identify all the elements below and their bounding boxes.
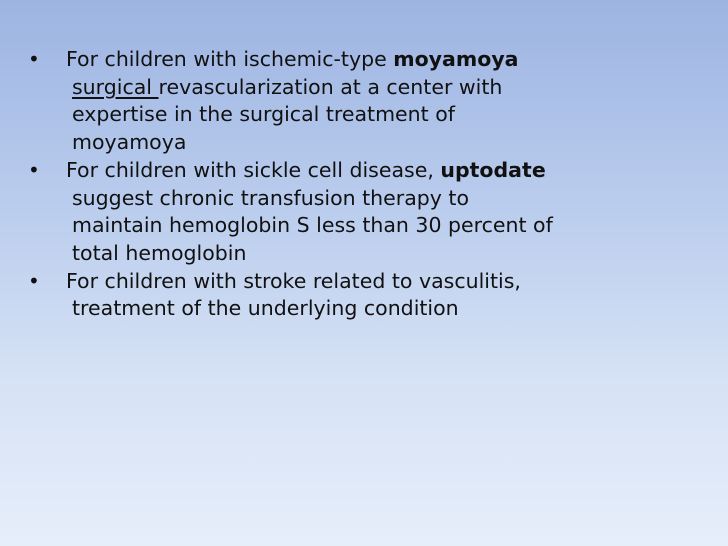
bullet-item bbox=[28, 157, 698, 268]
bullet-line bbox=[66, 157, 698, 185]
bold-term: moyamoya bbox=[393, 47, 519, 71]
bullet-line: treatment of the underlying condition bbox=[72, 296, 459, 321]
bullet-text: For children with ischemic-type bbox=[66, 47, 394, 71]
bullet-text: revascularization at a center with bbox=[158, 74, 503, 99]
bullet-list bbox=[28, 46, 698, 323]
bullet-item bbox=[28, 46, 698, 157]
bullet-line: total hemoglobin bbox=[72, 240, 247, 265]
bullet-line bbox=[72, 74, 698, 102]
bullet-marker: • bbox=[28, 157, 40, 182]
bullet-line: expertise in the surgical treatment of bbox=[72, 102, 455, 127]
bold-term: uptodate bbox=[440, 157, 546, 182]
bullet-marker: • bbox=[28, 268, 40, 293]
bullet-line: suggest chronic transfusion therapy to bbox=[72, 185, 470, 210]
bullet-item bbox=[28, 268, 698, 323]
underlined-term: surgical bbox=[72, 74, 159, 99]
bullet-line: maintain hemoglobin S less than 30 percent of bbox=[72, 213, 553, 238]
bullet-line: moyamoya bbox=[72, 130, 187, 155]
bullet-line: For children with stroke related to vasculitis, bbox=[66, 268, 521, 293]
bullet-line bbox=[66, 46, 698, 74]
bullet-marker: • bbox=[28, 47, 40, 71]
bullet-text: For children with sickle cell disease, bbox=[66, 157, 441, 182]
